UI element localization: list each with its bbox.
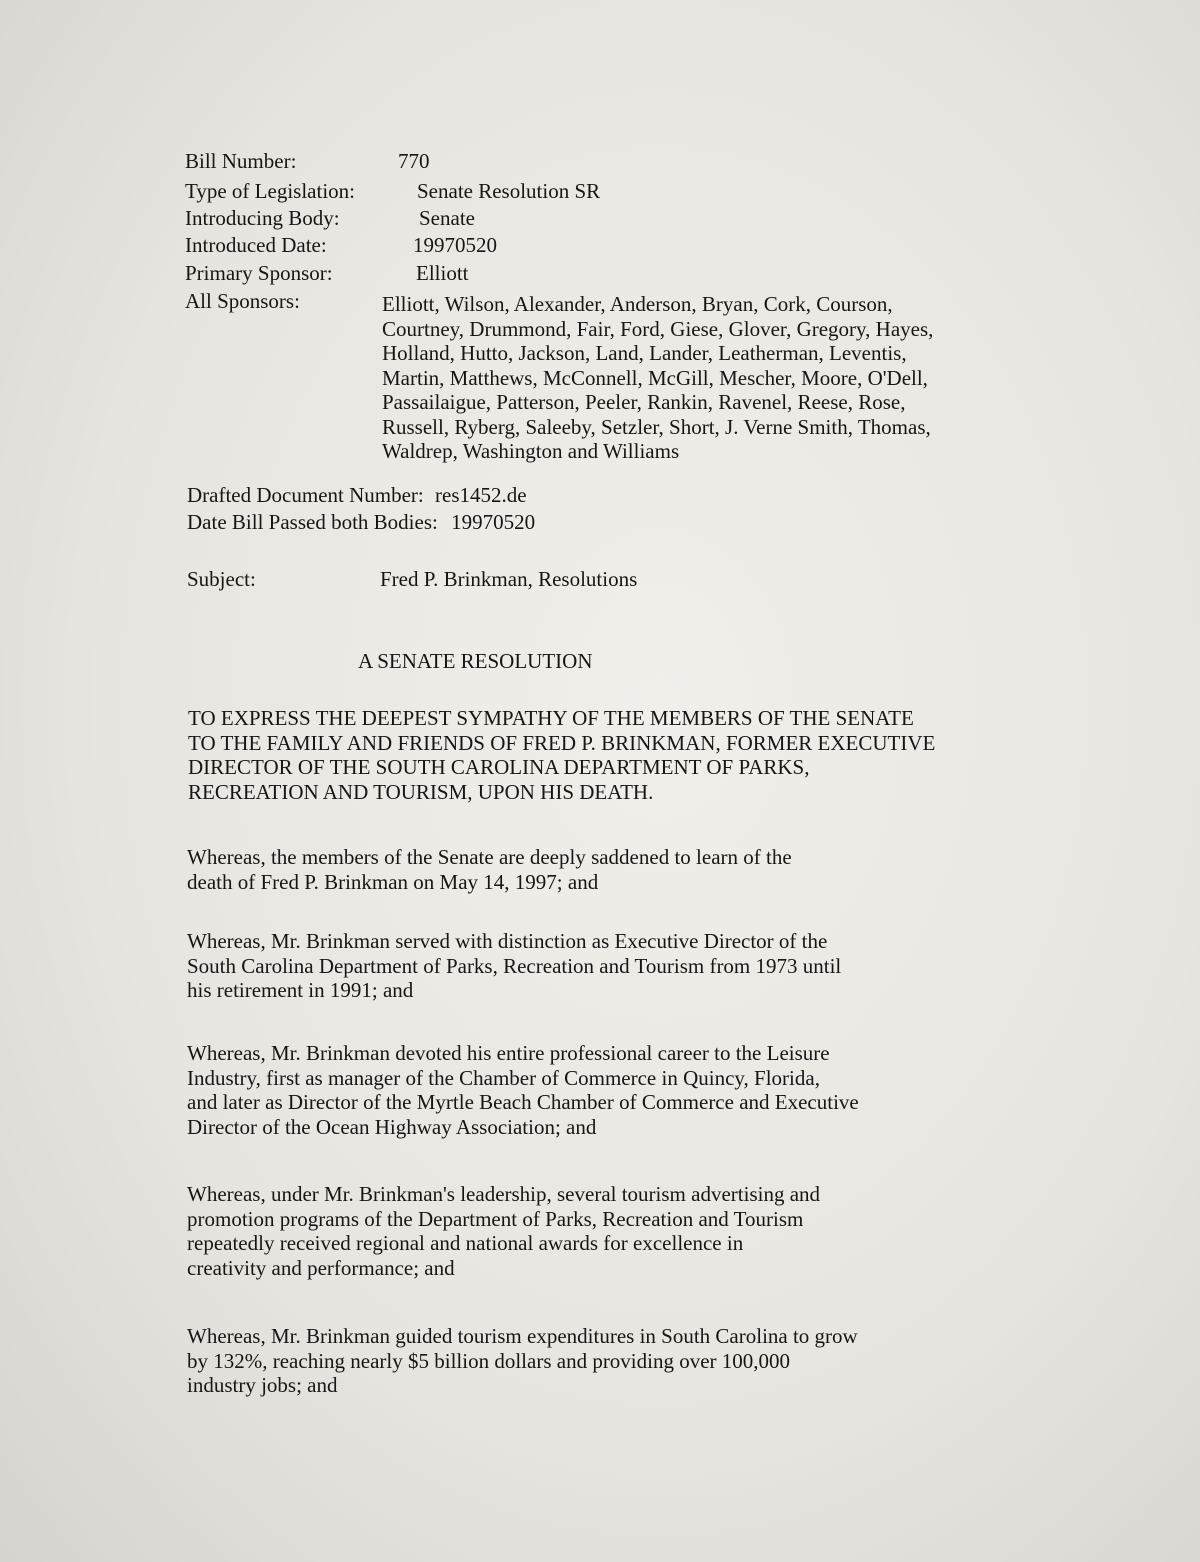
sponsors-line: Martin, Matthews, McConnell, McGill, Mescher, Moore, O'Dell,	[382, 365, 928, 390]
sponsors-line: Waldrep, Washington and Williams	[382, 439, 680, 463]
drafted-document-value: res1452.de	[435, 483, 527, 507]
whereas-paragraph	[187, 1182, 820, 1280]
resolution-title	[188, 706, 935, 804]
introducing-body-value: Senate	[419, 206, 475, 230]
paragraph-line: repeatedly received regional and national awards for excellence in	[187, 1231, 744, 1255]
whereas-paragraph	[187, 845, 792, 894]
drafted-document-label: Drafted Document Number:	[187, 483, 424, 507]
date-passed-value: 19970520	[451, 510, 536, 534]
bill-number-value: 770	[398, 149, 430, 173]
sponsors-line: Elliott, Wilson, Alexander, Anderson, Bryan, Cork, Courson,	[382, 292, 893, 316]
paragraph-line: promotion programs of the Department of Parks, Recreation and Tourism	[187, 1206, 804, 1231]
paragraph-line: by 132%, reaching nearly $5 billion dollars and providing over 100,000	[187, 1348, 791, 1373]
paragraph-line: Director of the Ocean Highway Association; and	[187, 1114, 597, 1139]
primary-sponsor-label: Primary Sponsor:	[185, 261, 333, 285]
bill-number-label: Bill Number:	[185, 149, 297, 173]
date-passed-label: Date Bill Passed both Bodies:	[187, 510, 438, 534]
paragraph-line: Whereas, the members of the Senate are deeply saddened to learn of the	[187, 845, 792, 869]
all-sponsors-list	[382, 292, 933, 464]
introduced-date-label: Introduced Date:	[185, 233, 327, 257]
resolution-heading: A SENATE RESOLUTION	[358, 649, 593, 673]
sponsors-line: Russell, Ryberg, Saleeby, Setzler, Short, J. Verne Smith, Thomas,	[382, 414, 931, 439]
subject-value: Fred P. Brinkman, Resolutions	[380, 567, 638, 591]
introduced-date-value: 19970520	[413, 233, 497, 257]
paragraph-line: industry jobs; and	[187, 1373, 338, 1397]
sponsors-line: Courtney, Drummond, Fair, Ford, Giese, Glover, Gregory, Hayes,	[382, 316, 934, 341]
introducing-body-label: Introducing Body:	[185, 206, 340, 230]
sponsors-line: Passailaigue, Patterson, Peeler, Rankin, Ravenel, Reese, Rose,	[382, 390, 906, 414]
drafted-document-row	[187, 482, 527, 508]
title-line: DIRECTOR OF THE SOUTH CAROLINA DEPARTMENT OF PARKS,	[188, 755, 810, 779]
whereas-paragraph	[187, 1324, 858, 1398]
paragraph-line: and later as Director of the Myrtle Beach Chamber of Commerce and Executive	[187, 1090, 859, 1114]
paragraph-line: creativity and performance; and	[187, 1255, 455, 1280]
whereas-paragraph	[187, 929, 841, 1003]
paragraph-line: Whereas, Mr. Brinkman served with distinction as Executive Director of the	[187, 929, 828, 953]
paragraph-line: Whereas, under Mr. Brinkman's leadership, several tourism advertising and	[187, 1182, 821, 1206]
type-of-legislation-value: Senate Resolution SR	[417, 179, 601, 203]
title-line: TO EXPRESS THE DEEPEST SYMPATHY OF THE MEMBERS OF THE SENATE	[188, 706, 914, 730]
sponsors-line: Holland, Hutto, Jackson, Land, Lander, Leatherman, Leventis,	[382, 341, 907, 365]
whereas-paragraph	[187, 1041, 859, 1139]
title-line: TO THE FAMILY AND FRIENDS OF FRED P. BRINKMAN, FORMER EXECUTIVE	[188, 730, 936, 755]
paragraph-line: Whereas, Mr. Brinkman devoted his entire professional career to the Leisure	[187, 1041, 830, 1065]
paragraph-line: Industry, first as manager of the Chamber of Commerce in Quincy, Florida,	[187, 1065, 820, 1090]
paragraph-line: Whereas, Mr. Brinkman guided tourism expenditures in South Carolina to grow	[187, 1324, 858, 1348]
paragraph-line: death of Fred P. Brinkman on May 14, 1997; and	[187, 869, 599, 894]
date-passed-row	[187, 509, 535, 535]
primary-sponsor-value: Elliott	[416, 261, 469, 285]
title-line: RECREATION AND TOURISM, UPON HIS DEATH.	[188, 779, 654, 804]
type-of-legislation-label: Type of Legislation:	[185, 179, 355, 203]
paragraph-line: South Carolina Department of Parks, Recreation and Tourism from 1973 until	[187, 953, 842, 978]
paragraph-line: his retirement in 1991; and	[187, 978, 414, 1002]
subject-label: Subject:	[187, 567, 256, 591]
all-sponsors-label: All Sponsors:	[185, 289, 300, 313]
